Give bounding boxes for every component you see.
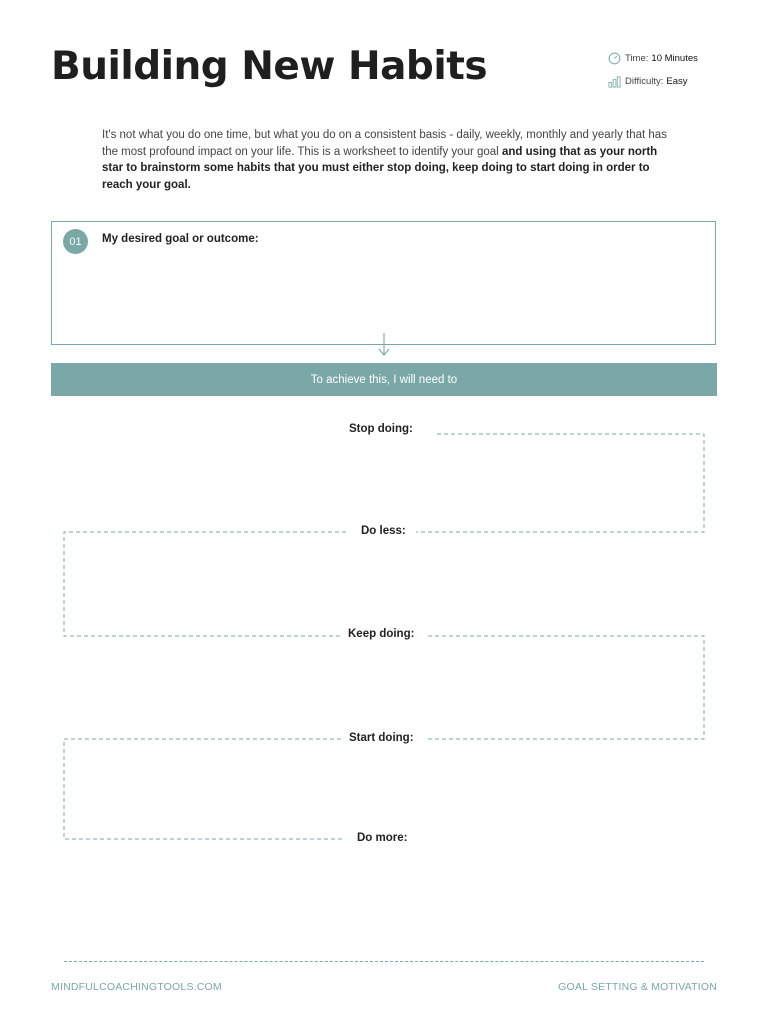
stop-doing-area bbox=[416, 434, 704, 532]
intro-bold-text: and using that as your north star to brainstorm some habits that you must either stop doing, keep doing to start doing in order to reach your goal. bbox=[102, 145, 658, 191]
start-doing-label: Start doing: bbox=[349, 732, 414, 744]
page-title: Building New Habits bbox=[51, 44, 488, 89]
step-number-badge: 01 bbox=[63, 229, 88, 254]
do-more-label: Do more: bbox=[357, 832, 408, 844]
start-doing-area bbox=[64, 739, 344, 839]
footer-divider bbox=[64, 961, 704, 962]
footer-category: GOAL SETTING & MOTIVATION bbox=[558, 981, 717, 993]
stop-doing-label: Stop doing: bbox=[349, 423, 413, 435]
keep-doing-area bbox=[428, 636, 704, 739]
keep-doing-label: Keep doing: bbox=[348, 628, 415, 640]
goal-label: My desired goal or outcome: bbox=[102, 233, 259, 245]
time-value: 10 Minutes bbox=[651, 53, 698, 64]
footer-website: MINDFULCOACHINGTOOLS.COM bbox=[51, 981, 222, 993]
intro-text: It's not what you do one time, but what you do on a consistent basis - daily, weekly, monthly and yearly that has the most profound impact on your life. This is a worksheet to identify your goal bbox=[102, 129, 667, 158]
difficulty-value: Easy bbox=[666, 76, 688, 87]
difficulty-label: Difficulty: bbox=[625, 76, 664, 87]
time-label: Time: bbox=[625, 53, 649, 64]
do-less-label: Do less: bbox=[361, 525, 406, 537]
do-less-area bbox=[64, 532, 346, 636]
section-banner: To achieve this, I will need to bbox=[51, 363, 717, 396]
